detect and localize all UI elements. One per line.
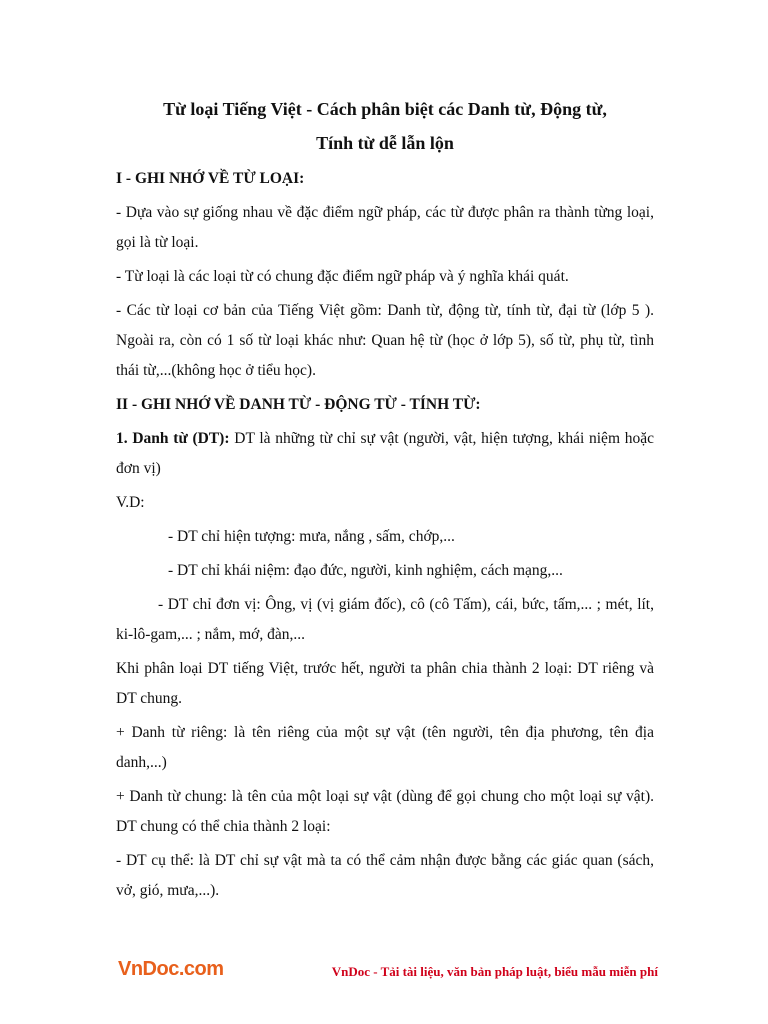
title-line-1: Từ loại Tiếng Việt - Cách phân biệt các Danh từ, Động từ, xyxy=(163,99,607,119)
paragraph-7: - DT cụ thể: là DT chỉ sự vật mà ta có thể cảm nhận được bằng các giác quan (sách, vở, gió, mưa,...). xyxy=(116,852,654,899)
footer-tagline: VnDoc - Tải tài liệu, văn bản pháp luật, biểu mẫu miễn phí xyxy=(331,964,658,979)
paragraph-1: - Dựa vào sự giống nhau về đặc điểm ngữ pháp, các từ được phân ra thành từng loại, gọi là từ loại. xyxy=(116,204,654,251)
paragraph-2: - Từ loại là các loại từ có chung đặc điểm ngữ pháp và ý nghĩa khái quát. xyxy=(116,268,569,285)
title-line-2: Tính từ dễ lẫn lộn xyxy=(316,133,454,153)
vndoc-logo[interactable]: VnDoc.com xyxy=(118,958,224,980)
paragraph-5: + Danh từ riêng: là tên riêng của một sự vật (tên người, tên địa phương, tên địa danh,...) xyxy=(116,724,654,771)
danh-tu-label: 1. Danh từ (DT): xyxy=(116,430,230,447)
document-body xyxy=(116,92,654,906)
page-footer xyxy=(0,958,768,988)
example-1: - DT chỉ hiện tượng: mưa, nắng , sấm, chớp,... xyxy=(168,528,455,545)
paragraph-3: - Các từ loại cơ bản của Tiếng Việt gồm: Danh từ, động từ, tính từ, đại từ (lớp 5 ). Ngoài ra, còn có 1 số từ loại khác như: Quan hệ từ (học ở lớp 5), số từ, phụ từ, tình thái từ,...(không học ở tiểu học). xyxy=(116,302,654,379)
paragraph-6: + Danh từ chung: là tên của một loại sự vật (dùng để gọi chung cho một loại sự vật). DT chung có thể chia thành 2 loại: xyxy=(116,788,654,835)
example-2: - DT chỉ khái niệm: đạo đức, người, kinh nghiệm, cách mạng,... xyxy=(168,562,563,579)
paragraph-danh-tu xyxy=(116,424,654,484)
danh-tu-text: DT là những từ chỉ sự vật (người, vật, hiện tượng, khái niệm hoặc đơn vị) xyxy=(116,430,654,477)
example-3-text: - DT chỉ đơn vị: Ông, vị (vị giám đốc), cô (cô Tấm), cái, bức, tấm,... ; mét, lít, ki-lô-gam,... ; nắm, mớ, đàn,... xyxy=(116,596,654,643)
section-2-heading: II - GHI NHỚ VỀ DANH TỪ - ĐỘNG TỪ - TÍNH TỪ: xyxy=(116,396,481,413)
section-1-heading: I - GHI NHỚ VỀ TỪ LOẠI: xyxy=(116,170,305,187)
document-title xyxy=(116,92,654,160)
example-3 xyxy=(116,590,654,650)
paragraph-4: Khi phân loại DT tiếng Việt, trước hết, người ta phân chia thành 2 loại: DT riêng và DT chung. xyxy=(116,660,654,707)
example-label: V.D: xyxy=(116,494,145,511)
